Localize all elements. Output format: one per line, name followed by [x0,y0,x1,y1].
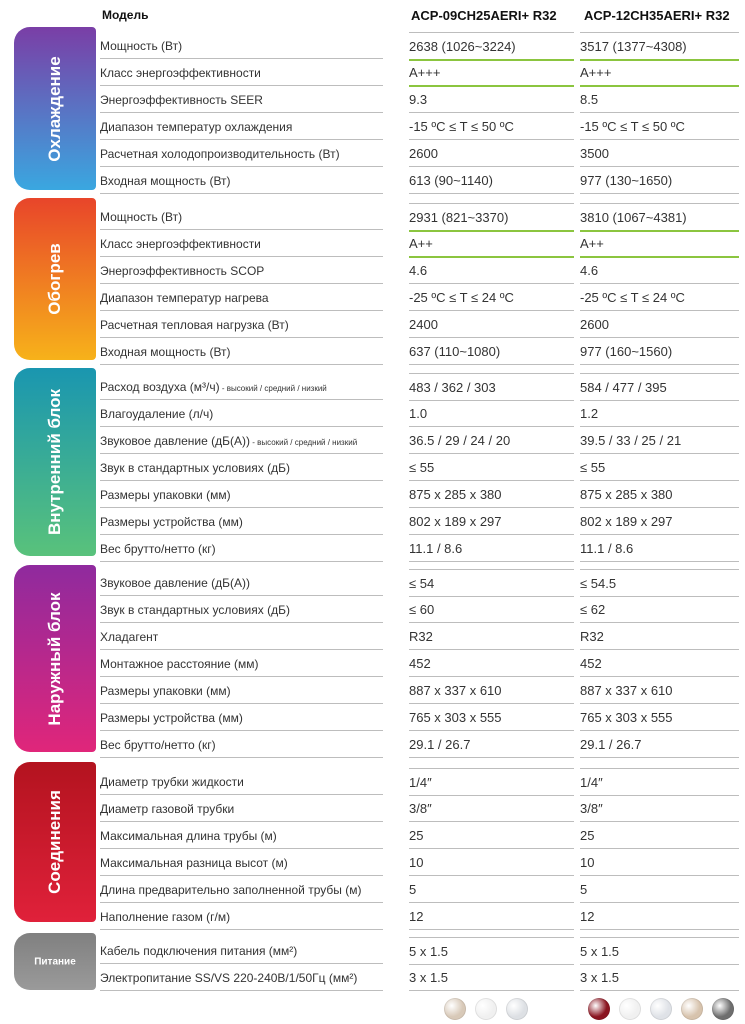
spec-label: Максимальная разница высот (м) [100,856,288,870]
spec-value-model-2: 875 x 285 x 380 [580,481,739,508]
spec-value-model-2: 765 x 303 x 555 [580,704,739,731]
spec-label-cell [100,373,383,400]
spec-value-model-1: 9.3 [409,86,574,113]
spec-label-cell [100,704,383,731]
spec-label: Звук в стандартных условиях (дБ) [100,603,290,617]
spec-label-cell [100,400,383,427]
spec-label: Размеры упаковки (мм) [100,684,231,698]
spec-value-model-2: 452 [580,650,739,677]
spec-label: Влагоудаление (л/ч) [100,407,214,421]
spec-row [100,400,740,427]
section-band-4 [14,762,96,922]
spec-value-model-2: 11.1 / 8.6 [580,535,739,562]
spec-label: Электропитание SS/VS 220-240В/1/50Гц (мм²) [100,971,358,985]
spec-row [100,795,740,822]
spec-value-model-2: 977 (130~1650) [580,167,739,194]
spec-value-model-1: 483 / 362 / 303 [409,373,574,401]
spec-value-model-2: 977 (160~1560) [580,338,739,365]
spec-label-cell [100,937,383,964]
spec-value-model-2: ≤ 54.5 [580,569,739,597]
spec-value-model-2: 39.5 / 33 / 25 / 21 [580,427,739,454]
spec-row [100,230,740,257]
spec-value-model-2: 1.2 [580,400,739,427]
spec-label-cell [100,623,383,650]
spec-row [100,535,740,562]
spec-label-cell [100,596,383,623]
spec-label: Мощность (Вт) [100,210,183,224]
spec-label: Расчетная холодопроизводительность (Вт) [100,147,340,161]
spec-label: Звуковое давление (дБ(А)) [100,576,250,590]
spec-row [100,86,740,113]
spec-value-model-1: 3/8″ [409,795,574,822]
spec-row [100,284,740,311]
spec-row [100,167,740,194]
spec-value-model-2: -15 ºC ≤ T ≤ 50 ºC [580,113,739,140]
spec-label-cell [100,795,383,822]
spec-value-model-1: 765 x 303 x 555 [409,704,574,731]
spec-value-model-2: 1/4″ [580,768,739,796]
spec-value-model-1: 1.0 [409,400,574,427]
spec-label-cell [100,284,383,311]
spec-value-model-1: 25 [409,822,574,849]
spec-label-cell [100,113,383,140]
spec-value-model-1: A++ [409,230,574,258]
spec-value-model-1: 2638 (1026~3224) [409,32,574,61]
spec-label: Звуковое давление (дБ(А)) [100,434,250,448]
spec-label-cell [100,876,383,903]
spec-row [100,454,740,481]
spec-value-model-1: 887 x 337 x 610 [409,677,574,704]
spec-label: Максимальная длина трубы (м) [100,829,277,843]
color-swatch[interactable] [712,998,734,1020]
spec-label-note: - высокий / средний / низкий [250,438,358,447]
color-swatch[interactable] [619,998,641,1020]
spec-value-model-1: 4.6 [409,257,574,284]
spec-value-model-2: 5 x 1.5 [580,937,739,965]
spec-value-model-1: 3 x 1.5 [409,964,574,991]
spec-label-cell [100,569,383,596]
spec-label-cell [100,140,383,167]
spec-value-model-2: 3810 (1067~4381) [580,203,739,232]
spec-label-cell [100,203,383,230]
spec-label-cell [100,86,383,113]
spec-row [100,569,740,596]
spec-value-model-2: A++ [580,230,739,258]
spec-label-cell [100,849,383,876]
spec-value-model-1: 11.1 / 8.6 [409,535,574,562]
spec-value-model-1: 2600 [409,140,574,167]
spec-row [100,964,740,991]
spec-label-cell [100,481,383,508]
spec-label: Диаметр трубки жидкости [100,775,244,789]
spec-value-model-1: -25 ºC ≤ T ≤ 24 ºC [409,284,574,311]
spec-label: Мощность (Вт) [100,39,183,53]
spec-label: Монтажное расстояние (мм) [100,657,259,671]
spec-value-model-2: 3517 (1377~4308) [580,32,739,61]
spec-label-cell [100,59,383,86]
spec-label-cell [100,427,383,454]
spec-value-model-1: R32 [409,623,574,650]
spec-label: Класс энергоэффективности [100,237,261,251]
spec-value-model-2: 4.6 [580,257,739,284]
section-title: Обогрев [45,243,64,315]
spec-value-model-2: 3 x 1.5 [580,964,739,991]
spec-value-model-1: 613 (90~1140) [409,167,574,194]
spec-value-model-2: 8.5 [580,86,739,113]
spec-value-model-2: 802 x 189 x 297 [580,508,739,535]
spec-value-model-2: 887 x 337 x 610 [580,677,739,704]
color-swatch[interactable] [475,998,497,1020]
spec-value-model-2: 29.1 / 26.7 [580,731,739,758]
section-title: Наружный блок [45,591,64,726]
spec-label: Размеры устройства (мм) [100,711,243,725]
spec-row [100,257,740,284]
section-title: Охлаждение [45,55,64,162]
spec-value-model-2: 584 / 477 / 395 [580,373,739,401]
spec-label-cell [100,731,383,758]
header-model-1: ACP-09CH25AERI+ R32 [411,8,557,23]
spec-value-model-1: 452 [409,650,574,677]
spec-row [100,876,740,903]
spec-row [100,113,740,140]
spec-label-cell [100,650,383,677]
color-swatch[interactable] [588,998,610,1020]
spec-value-model-2: 25 [580,822,739,849]
spec-row [100,373,740,400]
spec-label: Диапазон температур охлаждения [100,120,293,134]
spec-row [100,768,740,795]
spec-value-model-1: 5 [409,876,574,903]
spec-row [100,623,740,650]
color-swatch[interactable] [681,998,703,1020]
spec-value-model-1: 875 x 285 x 380 [409,481,574,508]
spec-label: Диапазон температур нагрева [100,291,269,305]
spec-label: Расчетная тепловая нагрузка (Вт) [100,318,289,332]
spec-label: Хладагент [100,630,159,644]
spec-label-cell [100,822,383,849]
color-swatch[interactable] [506,998,528,1020]
spec-label: Вес брутто/нетто (кг) [100,738,216,752]
section-band-3 [14,565,96,752]
spec-row [100,32,740,59]
spec-row [100,937,740,964]
header-model-2: ACP-12CH35AERI+ R32 [584,8,730,23]
spec-row [100,849,740,876]
spec-label: Вес брутто/нетто (кг) [100,542,216,556]
spec-row [100,338,740,365]
spec-value-model-2: -25 ºC ≤ T ≤ 24 ºC [580,284,739,311]
section-band-5 [14,933,96,990]
section-title: Соединения [45,790,64,894]
spec-row [100,59,740,86]
spec-value-model-2: 2600 [580,311,739,338]
spec-label: Входная мощность (Вт) [100,174,231,188]
spec-label: Размеры упаковки (мм) [100,488,231,502]
spec-label: Энергоэффективность SEER [100,93,263,107]
spec-value-model-1: 29.1 / 26.7 [409,731,574,758]
spec-value-model-1: 12 [409,903,574,930]
spec-label-cell [100,311,383,338]
section-band-1 [14,198,96,360]
spec-label-cell [100,535,383,562]
spec-value-model-2: 10 [580,849,739,876]
spec-value-model-1: 1/4″ [409,768,574,796]
spec-row [100,731,740,758]
header-model-label: Модель [102,8,149,22]
spec-value-model-1: A+++ [409,59,574,87]
spec-value-model-1: ≤ 60 [409,596,574,623]
spec-label-cell [100,508,383,535]
spec-label: Входная мощность (Вт) [100,345,231,359]
spec-label: Кабель подключения питания (мм²) [100,944,298,958]
spec-label: Звук в стандартных условиях (дБ) [100,461,290,475]
spec-row [100,508,740,535]
spec-label-cell [100,230,383,257]
spec-label-cell [100,454,383,481]
spec-value-model-2: 5 [580,876,739,903]
section-band-0 [14,27,96,190]
spec-row [100,311,740,338]
spec-row [100,140,740,167]
spec-value-model-1: 10 [409,849,574,876]
spec-value-model-1: 5 x 1.5 [409,937,574,965]
spec-row [100,903,740,930]
spec-value-model-2: 3/8″ [580,795,739,822]
section-title: Внутренний блок [45,388,64,536]
spec-row [100,427,740,454]
spec-label: Энергоэффективность SCOP [100,264,265,278]
spec-value-model-2: 12 [580,903,739,930]
spec-label-cell [100,257,383,284]
spec-label-cell [100,964,383,991]
spec-label-cell [100,768,383,795]
spec-label: Диаметр газовой трубки [100,802,235,816]
spec-label-cell [100,167,383,194]
spec-value-model-1: 2400 [409,311,574,338]
spec-value-model-1: -15 ºC ≤ T ≤ 50 ºC [409,113,574,140]
spec-value-model-1: 36.5 / 29 / 24 / 20 [409,427,574,454]
spec-value-model-1: 637 (110~1080) [409,338,574,365]
spec-label: Длина предварительно заполненной трубы (м) [100,883,362,897]
spec-label: Наполнение газом (г/м) [100,910,231,924]
spec-value-model-2: ≤ 62 [580,596,739,623]
spec-value-model-1: ≤ 55 [409,454,574,481]
spec-value-model-2: ≤ 55 [580,454,739,481]
color-swatch[interactable] [444,998,466,1020]
spec-value-model-1: ≤ 54 [409,569,574,597]
spec-label-cell [100,338,383,365]
spec-row [100,704,740,731]
spec-value-model-2: 3500 [580,140,739,167]
spec-value-model-1: 2931 (821~3370) [409,203,574,232]
spec-row [100,822,740,849]
spec-value-model-2: A+++ [580,59,739,87]
spec-label-cell [100,903,383,930]
spec-label: Расход воздуха (м³/ч) [100,380,220,394]
spec-row [100,481,740,508]
spec-label-note: - высокий / средний / низкий [219,384,327,393]
spec-label: Размеры устройства (мм) [100,515,243,529]
spec-label: Класс энергоэффективности [100,66,261,80]
spec-row [100,203,740,230]
spec-row [100,677,740,704]
spec-row [100,650,740,677]
spec-label-cell [100,32,383,59]
spec-row [100,596,740,623]
section-title: Питание [34,956,76,967]
section-band-2 [14,368,96,556]
spec-value-model-2: R32 [580,623,739,650]
spec-label-cell [100,677,383,704]
color-swatch[interactable] [650,998,672,1020]
spec-value-model-1: 802 x 189 x 297 [409,508,574,535]
